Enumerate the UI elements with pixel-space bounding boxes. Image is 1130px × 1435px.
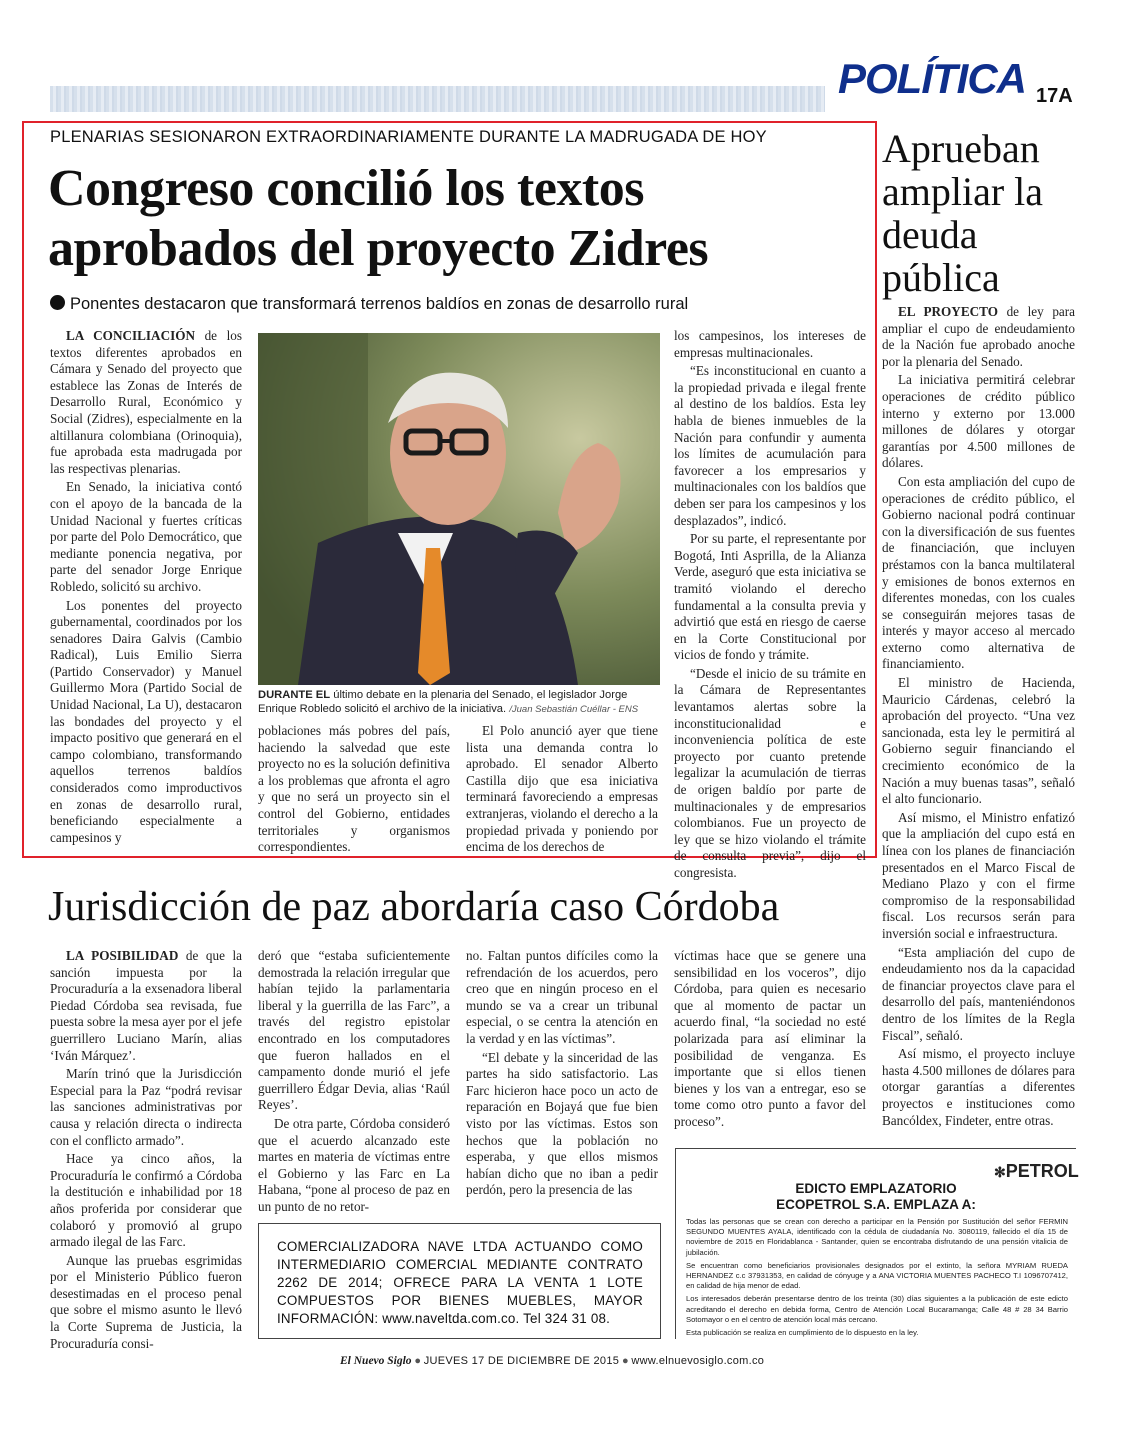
- article2-p5: Así mismo, el Ministro enfatizó que la ampliación del cupo está en línea con los planes de financiación presentados en el Marco Fiscal de Mediano Plazo y con el firme compromiso de la responsabilidad fiscal. Los recursos serán para inversión social e infraestructura.: [882, 809, 1075, 941]
- article1-photo: [258, 333, 660, 685]
- article2-lead: EL PROYECTO: [898, 304, 998, 319]
- footer-dot-icon: ●: [414, 1355, 421, 1367]
- article3-c4p1: víctimas hace que se genere una sensibilidad en los voceros”, dijo Córdoba, para quien es necesario que al momento de pactar un acuerdo final, “la sociedad no esté polarizada para así eliminar la posibilidad de venganza. Es importante que si ellos tienen bienes y los van a entregar, eso se tome como otro punto a favor del proceso”.: [674, 948, 866, 1129]
- article1-col1: [50, 328, 242, 848]
- article1-headline-1: Congreso concilió los textos: [48, 160, 644, 217]
- ecopetrol-logo: [994, 1161, 1079, 1182]
- article1-subhead: [50, 295, 870, 314]
- senator-photo-image: [258, 333, 660, 685]
- article1-col4-p3: “Desde el inicio de su trámite en la Cámara de Representantes levantamos alertas sobre la inconstitucionalidad e inconveniencia política de este proyecto por cuanto pretende legalizar la acumulación de tierras de origen baldío por parte de multinacionales y de empresarios colombianos. Fue un proyecto de ley que se hizo violando el trámite de consulta previa”, dijo el congresista.: [674, 665, 866, 880]
- article1-col4: [674, 328, 866, 884]
- edicto-body: [686, 1217, 1068, 1338]
- page-number: 17A: [1036, 85, 1073, 107]
- article1-col1-p2: En Senado, la iniciativa contó con el apoyo de la bancada de la Unidad Nacional y fuertes críticas por parte del Polo Democrático, que mediante ponencia negativa, por parte del senador Jorge Enrique Robledo, solicitó su archivo.: [50, 479, 242, 594]
- photo-credit: /Juan Sebastián Cuéllar - ENS: [509, 704, 639, 715]
- article1-col4-p0: los campesinos, los intereses de empresas multinacionales.: [674, 328, 866, 360]
- article3-c1p3: Hace ya cinco años, la Procuraduría le confirmó a Córdoba la destitución e inhabilidad por 18 años proferida por considerar que colaboró y promovió al grupo armado ilegal de las Farc.: [50, 1151, 242, 1250]
- article2-p1: de ley para ampliar el cupo de endeudamiento de la Nación fue aprobado anoche por la plenaria del Senado.: [882, 304, 1076, 369]
- edicto-p3: Los interesados deberán presentarse dentro de los treinta (30) días siguientes a la publicación de este edicto acreditando el derecho en debida forma, Centro de Atención Local Bucaramanga; Calle 48 # 28 34 Barrio Sotomayor o en el centro de atención local más cercano.: [686, 1294, 1068, 1324]
- header-decor-band: [50, 86, 825, 112]
- edicto-p4: Esta publicación se realiza en cumplimiento de lo dispuesto en la ley.: [686, 1328, 919, 1338]
- section-title: POLÍTICA: [838, 55, 1026, 102]
- article1-col1-p3: Los ponentes del proyecto gubernamental, coordinados por los senadores Daira Galvis (Cambio Radical), Luis Emilio Sierra (Partido Conservador) y Manuel Guillermo Mora (Partido Social de Unidad Nacional, La U), destacaron las bondades del proyecto y el impacto positivo que generará en el campo colombiano, transformando aquellos terrenos baldíos considerados como improductivos en zonas de desarrollo rural, beneficiando especialmente a campesinos y: [50, 597, 242, 845]
- edicto-p1: Todas las personas que se crean con derecho a participar en la Pensión por Sustitución del señor FERMIN SEGUNDO MUENTES AYALA, identificado con la cédula de ciudadanía No. 3080119, fallecido el día 15 de noviembre de 2015 en Floridablanca - Santander, quien se encontraba disfrutando de una pensión vitalicia de jubilación.: [686, 1217, 1068, 1257]
- article3-c3p2: “El debate y la sinceridad de las partes ha sido satisfactorio. Las Farc hicieron hace poco un acto de reparación en Bojayá que fue bien visto por las víctimas. Estos son hechos que la población no esperaba, y que ellos mismos habían dicho que no iban a pedir perdón, pero la presencia de las: [466, 1049, 658, 1198]
- article2-p7: Así mismo, el proyecto incluye hasta 4.500 millones de dólares para otorgar garantías a diferentes proyectos e instituciones como Bancóldex, Findeter, entre otras.: [882, 1046, 1075, 1128]
- article2-headline: Aprueban ampliar la deuda pública: [882, 126, 1044, 300]
- nave-ad: [258, 1223, 661, 1339]
- article1-subhead-text: Ponentes destacaron que transformará terrenos baldíos en zonas de desarrollo rural: [70, 295, 689, 313]
- article2-p6: “Esta ampliación del cupo de endeudamiento nos da la capacidad de financiar proyectos clave para el desarrollo del país, manteniéndonos dentro de los límites de la Regla Fiscal”, señaló.: [882, 944, 1075, 1043]
- footer-paper-name: El Nuevo Siglo: [340, 1355, 412, 1367]
- article1-col4-p1: “Es inconstitucional en cuanto a la propiedad privada e ilegal frente al destino de los baldíos. Esta ley habla de bienes inmuebles de la Nación para confundir y aumenta los límites de acumulación para favorecer a los empresarios y multinacionales con los baldíos que deben ser para los campesinos y los desplazados”, indicó.: [674, 363, 866, 528]
- logo-mark-icon: ✻: [994, 1164, 1006, 1180]
- caption-text: último debate en la plenaria del Senado, el legislador Jorge Enrique Robledo solicitó el archivo de la iniciativa.: [258, 689, 628, 715]
- footer-date: JUEVES 17 DE DICIEMBRE DE 2015: [423, 1355, 620, 1367]
- article1-kicker: PLENARIAS SESIONARON EXTRAORDINARIAMENTE DURANTE LA MADRUGADA DE HOY: [50, 128, 767, 146]
- edicto-p2: Se encuentran como beneficiarios provisionales designados por el extinto, la señora MYRIAM RUEDA HERNANDEZ c.c 37931353, en calidad de cónyuge y a ANA VICTORIA MUENTES PACHECO T.I 1096707412, en calidad de hija menor de edad.: [686, 1260, 1068, 1291]
- edicto-notice: [675, 1148, 1079, 1339]
- article3-c3p1: no. Faltan puntos difíciles como la refrendación de los acuerdos, pero creo que en ningún proceso en el mundo se va a crear un tribunal especial, o se centra la atención en la verdad y en las víctimas”.: [466, 948, 658, 1046]
- article1-col3-p1: El Polo anunció ayer que tiene lista una demanda contra lo aprobado. El senador Alberto Castilla dijo que esa iniciativa terminará favoreciendo a empresas extranjeras, violando el derecho a la propiedad privada y poniendo por encima de los derechos de: [466, 723, 658, 855]
- article3-col3: [466, 948, 658, 1201]
- article2-p4: El ministro de Hacienda, Mauricio Cárdenas, celebró la aprobación del proyecto. “Una vez sancionada, esta ley le permitirá al Gobierno seguir financiando el crecimiento económico de la Nación a muy buenas tasas”, señaló el alto funcionario.: [882, 675, 1075, 807]
- article1-lead: LA CONCILIACIÓN: [66, 328, 196, 343]
- article1-col4-p2: Por su parte, el representante por Bogotá, Inti Asprilla, de la Alianza Verde, aseguró que esta iniciativa se tramitó violando el derecho fundamental a la consulta previa y advirtió que está en riesgo de caerse en la Corte Constitucional por vicios de fondo y trámite.: [674, 531, 866, 663]
- article1-col2: [258, 723, 450, 858]
- ecopetrol-logo-text: PETROL: [1005, 1161, 1079, 1181]
- article3-lead: LA POSIBILIDAD: [66, 948, 179, 963]
- article3-col1: [50, 948, 242, 1354]
- footer-dot-icon-2: ●: [621, 1355, 629, 1367]
- article3-col4: [674, 948, 866, 1133]
- article3-c1p1: de que la sanción impuesta por la Procuraduría a la exsenadora liberal Piedad Córdoba sea revisada, fue puesta sobre la mesa ayer por el jefe guerrillero Luciano Marín, alias ‘Iván Márquez’.: [50, 948, 242, 1063]
- caption-lead: DURANTE EL: [258, 689, 331, 701]
- article1-col2-p1: poblaciones más pobres del país, haciendo la salvedad que este proyecto no es la solución definitiva a los problemas que afronta el agro y que no será un proyecto sin el control del Gobierno, entidades territoriales y organismos correspondientes.: [258, 723, 450, 855]
- article3-c2p2: De otra parte, Córdoba consideró que el acuerdo alcanzado este martes en materia de víctimas entre el Gobierno y las Farc en La Habana, “pone al proceso de paz en un punto de no retor-: [258, 1115, 450, 1214]
- article2-body: [882, 304, 1075, 1131]
- article3-c1p2: Marín trinó que la Jurisdicción Especial para la Paz “podrá revisar las sanciones administrativas por causa y relación directa o indirecta con el conflicto armado”.: [50, 1066, 242, 1148]
- article2-p2: La iniciativa permitirá celebrar operaciones de crédito público interno y externo por 13.000 millones de dólares y otorgar garantías por 4.500 millones de dólares.: [882, 372, 1075, 471]
- footer-url[interactable]: www.elnuevosiglo.com.co: [631, 1355, 765, 1367]
- footer: [340, 1355, 810, 1367]
- article3-c2p1: deró que “estaba suficientemente demostrada la relación irregular que habían tejido la parlamentaria liberal y la guerrilla de las Farc”, a través del registro epistolar encontrado en los computadores que fueron hallados en el campamento donde murió el jefe guerrillero Édgar Devia, alias ‘Raúl Reyes’.: [258, 948, 450, 1113]
- edicto-title2: ECOPETROL S.A. EMPLAZA A:: [776, 1197, 976, 1212]
- nave-ad-text: COMERCIALIZADORA NAVE LTDA ACTUANDO COMO INTERMEDIARIO COMERCIAL MEDIANTE CONTRATO 2262 DE 2014; OFRECE PARA LA VENTA 1 LOTE COMPUESTOS POR BIENES MUEBLES, MAYOR INFORMACIÓN: www.naveltda.com.co. Tel 324 31 08.: [277, 1239, 643, 1326]
- article2-p3: Con esta ampliación del cupo de operaciones de crédito público, el Gobierno nacional podrá continuar con la diversificación de sus fuentes de financiación, que incluyen préstamos con la banca multilateral y emisiones de bonos externos en diferentes monedas, con los cuales se conseguirán mejores tasas de interés y mayor acceso al mercado externo como alternativa de financiamiento.: [882, 473, 1075, 672]
- edicto-title1: EDICTO EMPLAZATORIO: [795, 1181, 957, 1196]
- article1-photo-caption: [258, 688, 660, 717]
- bullet-icon: [50, 295, 65, 310]
- article1-col3: [466, 723, 658, 858]
- article1-headline-2: aprobados del proyecto Zidres: [48, 220, 709, 277]
- article3-headline: Jurisdicción de paz abordaría caso Córdoba: [48, 884, 780, 930]
- article3-col2: [258, 948, 450, 1218]
- article3-c1p4: Aunque las pruebas esgrimidas por el Ministerio Público fueron desestimadas en el proceso penal que sobre el mismo asunto le llevó la Corte Suprema de Justicia, la Procuraduría consi-: [50, 1252, 242, 1351]
- article1-col1-p1: de los textos diferentes aprobados en Cámara y Senado del proyecto que establece las Zonas de Interés de Desarrollo Rural, Económico y Social (Zidres), especialmente en la altillanura colombiana (Orinoquia), fue aprobada esta madrugada por las respectivas plenarias.: [50, 328, 242, 476]
